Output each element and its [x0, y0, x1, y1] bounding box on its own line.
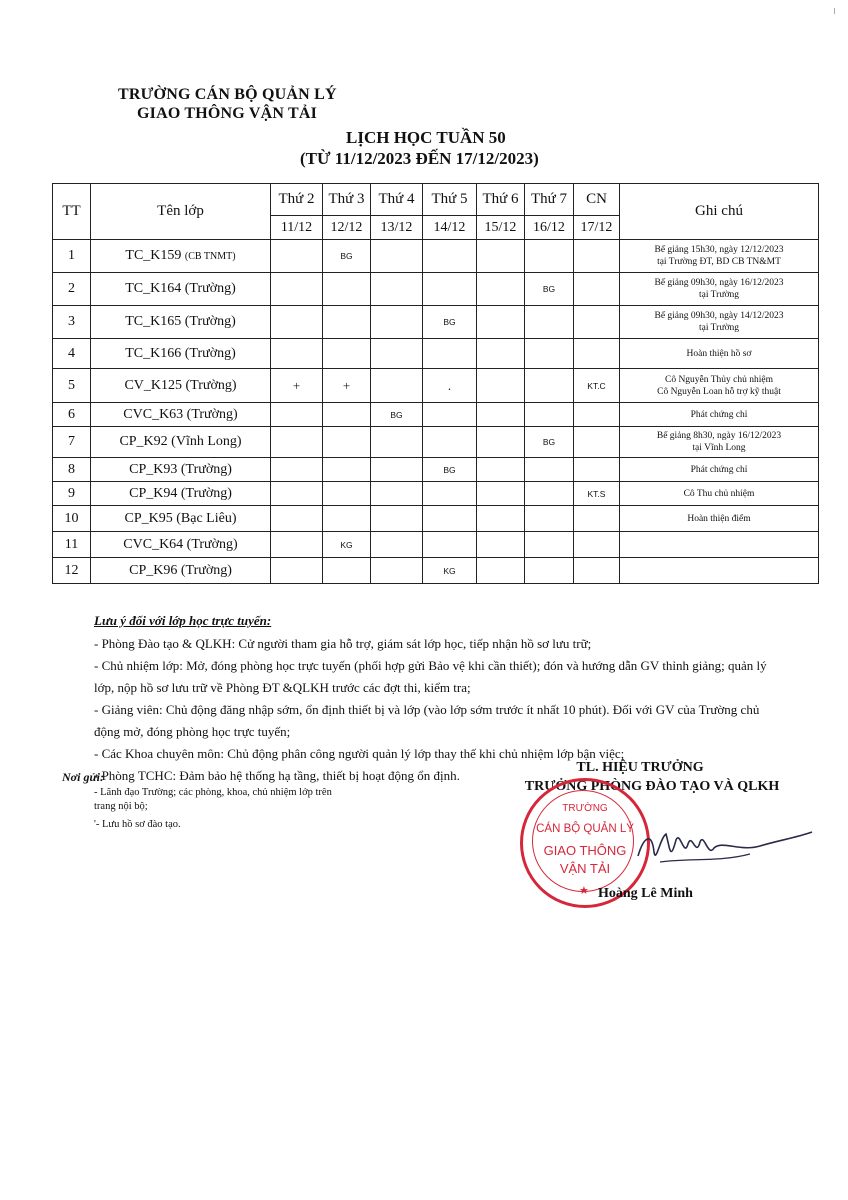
- table-row: [53, 306, 819, 339]
- stamp-text: TRƯỜNG: [562, 803, 608, 814]
- table-row: [53, 403, 819, 427]
- table-row: [53, 273, 819, 306]
- schedule-cell: [271, 506, 323, 532]
- note-item: lớp, nộp hồ sơ lưu trữ về Phòng ĐT &QLKH trước các đợt thi, kiểm tra;: [94, 680, 471, 695]
- schedule-cell: [525, 458, 574, 482]
- row-number: 1: [53, 240, 91, 273]
- document-title: LỊCH HỌC TUẦN 50: [346, 128, 506, 147]
- schedule-cell: BG: [525, 273, 574, 306]
- note-line: Phát chứng chỉ: [690, 464, 748, 475]
- recipient-line: - Lãnh đạo Trường; các phòng, khoa, chủ nhiệm lớp trên: [94, 787, 332, 798]
- schedule-cell: +: [323, 369, 371, 403]
- note-cell: [620, 532, 819, 558]
- schedule-cell: [477, 306, 525, 339]
- schedule-cell: [271, 532, 323, 558]
- schedule-cell: [477, 427, 525, 458]
- schedule-cell: [525, 339, 574, 369]
- schedule-cell: [477, 339, 525, 369]
- header-notes: Ghi chú: [620, 184, 819, 240]
- schedule-cell: [423, 339, 477, 369]
- schedule-cell: [271, 273, 323, 306]
- table-row: [53, 558, 819, 584]
- table-row: [53, 369, 819, 403]
- recipient-line: trang nội bộ;: [94, 801, 148, 812]
- schedule-cell: BG: [423, 458, 477, 482]
- schedule-cell: [423, 506, 477, 532]
- class-name: TC_K159: [125, 248, 182, 263]
- schedule-cell: [574, 558, 620, 584]
- class-name: TC_K166 (Trường): [125, 345, 236, 361]
- note-line: Bế giảng 09h30, ngày 16/12/2023: [654, 278, 784, 288]
- schedule-cell: [477, 532, 525, 558]
- schedule-cell: [323, 403, 371, 427]
- schedule-cell: [271, 306, 323, 339]
- schedule-cell: [525, 306, 574, 339]
- note-line: Bế giảng 8h30, ngày 16/12/2023: [656, 431, 782, 441]
- class-name: CP_K93 (Trường): [129, 461, 232, 477]
- schedule-cell: [525, 240, 574, 273]
- class-name: CP_K96 (Trường): [129, 562, 232, 578]
- schedule-cell: [574, 240, 620, 273]
- note-item: - Các Khoa chuyên môn: Chủ động phân công người quản lý lớp thay thế khi chủ nhiệm lớp bận việc;: [94, 746, 625, 761]
- table-row: [53, 532, 819, 558]
- schedule-cell: [477, 240, 525, 273]
- schedule-cell: [271, 427, 323, 458]
- scan-mark: [834, 8, 835, 14]
- schedule-cell: [477, 482, 525, 506]
- schedule-cell: [574, 506, 620, 532]
- recipients-list: [94, 786, 394, 832]
- schedule-cell: [271, 482, 323, 506]
- class-name-cell: [91, 273, 271, 306]
- recipient-line: '- Lưu hồ sơ đào tạo.: [94, 819, 181, 830]
- table-row: [53, 506, 819, 532]
- header-day: Thứ 6: [477, 184, 525, 216]
- schedule-cell: [323, 306, 371, 339]
- schedule-cell: .: [423, 369, 477, 403]
- schedule-cell: [525, 558, 574, 584]
- header-date: 11/12: [271, 216, 323, 240]
- class-name: TC_K164 (Trường): [125, 281, 236, 296]
- schedule-table: [52, 183, 819, 584]
- stamp-text: CÁN BỘ QUẢN LÝ: [536, 823, 634, 835]
- class-name: CVC_K64 (Trường): [123, 536, 238, 552]
- class-name-cell: [91, 427, 271, 458]
- schedule-cell: [477, 403, 525, 427]
- note-cell: [620, 558, 819, 584]
- schedule-cell: [477, 273, 525, 306]
- class-name-cell: [91, 369, 271, 403]
- note-line: tại Trường: [698, 290, 739, 300]
- schedule-cell: BG: [323, 240, 371, 273]
- schedule-cell: [271, 403, 323, 427]
- schedule-cell: [574, 339, 620, 369]
- header-class-name: Tên lớp: [91, 184, 271, 240]
- note-line: Cô Nguyễn Thủy chủ nhiệm: [664, 374, 773, 385]
- class-name-cell: [91, 558, 271, 584]
- schedule-cell: [477, 458, 525, 482]
- schedule-cell: BG: [423, 306, 477, 339]
- class-name-cell: [91, 532, 271, 558]
- note-item: - Phòng Đào tạo & QLKH: Cử người tham gia hỗ trợ, giám sát lớp học, tiếp nhận hồ sơ lưu trữ;: [94, 636, 592, 651]
- note-line: Cô Nguyễn Loan hỗ trợ kỹ thuật: [657, 386, 781, 397]
- note-cell: [620, 427, 819, 458]
- note-item: - Chủ nhiệm lớp: Mở, đóng phòng học trực tuyến (phối hợp gửi Bảo vệ khi cần thiết); đón và hướng dẫn GV thỉnh giảng; quản lý: [94, 658, 767, 673]
- header-tt: TT: [53, 184, 91, 240]
- class-name: TC_K165 (Trường): [125, 314, 236, 329]
- class-name-cell: [91, 240, 271, 273]
- header-day: Thứ 3: [323, 184, 371, 216]
- schedule-cell: [323, 458, 371, 482]
- schedule-cell: KT.S: [574, 482, 620, 506]
- schedule-cell: [477, 558, 525, 584]
- note-item: động mở, đóng phòng học trực tuyến;: [94, 724, 291, 739]
- header-day: Thứ 7: [525, 184, 574, 216]
- schedule-cell: BG: [371, 403, 423, 427]
- schedule-cell: [323, 558, 371, 584]
- schedule-cell: [371, 306, 423, 339]
- schedule-cell: [477, 369, 525, 403]
- schedule-cell: [371, 339, 423, 369]
- table-row: [53, 482, 819, 506]
- schedule-cell: KT.C: [574, 369, 620, 403]
- class-name: CP_K95 (Bạc Liêu): [124, 510, 237, 526]
- schedule-cell: [574, 458, 620, 482]
- schedule-cell: [371, 458, 423, 482]
- note-line: Bế giảng 09h30, ngày 14/12/2023: [654, 311, 784, 321]
- note-line: Cô Thu chủ nhiệm: [683, 488, 755, 499]
- schedule-cell: [574, 427, 620, 458]
- note-cell: [620, 273, 819, 306]
- schedule-cell: [371, 369, 423, 403]
- schedule-cell: [525, 506, 574, 532]
- row-number: 7: [53, 427, 91, 458]
- class-name: CVC_K63 (Trường): [123, 406, 238, 422]
- table-row: [53, 427, 819, 458]
- header-day: CN: [574, 184, 620, 216]
- note-line: tại Vĩnh Long: [692, 443, 746, 453]
- schedule-cell: [525, 532, 574, 558]
- org-name-line2: GIAO THÔNG VẬN TẢI: [137, 105, 318, 122]
- schedule-cell: [371, 506, 423, 532]
- schedule-cell: [423, 482, 477, 506]
- header-day: Thứ 2: [271, 184, 323, 216]
- header-date: 16/12: [525, 216, 574, 240]
- header-date: 13/12: [371, 216, 423, 240]
- note-cell: [620, 240, 819, 273]
- class-name: CP_K94 (Trường): [129, 485, 232, 501]
- note-line: Phát chứng chỉ: [690, 409, 748, 420]
- class-name-cell: [91, 506, 271, 532]
- schedule-cell: [371, 482, 423, 506]
- note-cell: [620, 369, 819, 403]
- recipients-heading: Nơi gửi:: [62, 770, 104, 784]
- note-cell: [620, 506, 819, 532]
- class-name-cell: [91, 339, 271, 369]
- schedule-cell: [371, 532, 423, 558]
- note-line: Bế giảng 15h30, ngày 12/12/2023: [654, 245, 784, 255]
- schedule-cell: [323, 506, 371, 532]
- stamp-text: GIAO THÔNG: [543, 843, 627, 858]
- row-number: 6: [53, 403, 91, 427]
- note-line: Hoàn thiện điểm: [687, 513, 751, 524]
- org-name-line1: TRƯỜNG CÁN BỘ QUẢN LÝ: [118, 86, 337, 103]
- schedule-cell: [574, 532, 620, 558]
- note-cell: [620, 339, 819, 369]
- notes-heading: Lưu ý đối với lớp học trực tuyến:: [94, 613, 272, 628]
- row-number: 10: [53, 506, 91, 532]
- schedule-cell: [271, 240, 323, 273]
- schedule-cell: [574, 273, 620, 306]
- class-name-cell: [91, 403, 271, 427]
- row-number: 3: [53, 306, 91, 339]
- schedule-cell: [323, 339, 371, 369]
- note-cell: [620, 403, 819, 427]
- note-line: tại Trường: [698, 323, 739, 333]
- signature-title-1: TL. HIỆU TRƯỞNG: [576, 760, 704, 775]
- header-date: 12/12: [323, 216, 371, 240]
- table-row: [53, 240, 819, 273]
- schedule-cell: [271, 558, 323, 584]
- note-cell: [620, 458, 819, 482]
- schedule-cell: KG: [323, 532, 371, 558]
- class-name-cell: [91, 458, 271, 482]
- row-number: 11: [53, 532, 91, 558]
- star-icon: ★: [579, 885, 589, 897]
- schedule-cell: [525, 482, 574, 506]
- row-number: 8: [53, 458, 91, 482]
- note-cell: [620, 482, 819, 506]
- signature-title-2: TRƯỞNG PHÒNG ĐÀO TẠO VÀ QLKH: [524, 779, 780, 794]
- header-day: Thứ 4: [371, 184, 423, 216]
- class-name: CV_K125 (Trường): [124, 377, 237, 393]
- class-name-detail: (CB TNMT): [184, 251, 236, 262]
- row-number: 4: [53, 339, 91, 369]
- row-number: 2: [53, 273, 91, 306]
- note-line: Hoàn thiện hồ sơ: [686, 348, 752, 359]
- handwritten-signature: [630, 818, 820, 878]
- schedule-cell: [371, 558, 423, 584]
- schedule-cell: [271, 339, 323, 369]
- header-date: 15/12: [477, 216, 525, 240]
- note-cell: [620, 306, 819, 339]
- class-name-cell: [91, 306, 271, 339]
- schedule-cell: [574, 306, 620, 339]
- schedule-cell: [525, 369, 574, 403]
- header-day: Thứ 5: [423, 184, 477, 216]
- schedule-cell: +: [271, 369, 323, 403]
- schedule-cell: [423, 273, 477, 306]
- schedule-cell: [323, 273, 371, 306]
- schedule-cell: [477, 506, 525, 532]
- schedule-cell: [323, 427, 371, 458]
- schedule-cell: [423, 427, 477, 458]
- note-item: - Giảng viên: Chủ động đăng nhập sớm, ổn định thiết bị và lớp (vào lớp sớm trước ít nhất 10 phút). Đối với GV của Trường chủ: [94, 702, 760, 717]
- header-date: 17/12: [574, 216, 620, 240]
- schedule-cell: [423, 532, 477, 558]
- schedule-cell: [525, 403, 574, 427]
- schedule-cell: [371, 427, 423, 458]
- signer-name: Hoàng Lê Minh: [598, 886, 693, 901]
- schedule-cell: [574, 403, 620, 427]
- schedule-cell: [371, 273, 423, 306]
- schedule-cell: [371, 240, 423, 273]
- schedule-cell: [423, 403, 477, 427]
- class-name: CP_K92 (Vĩnh Long): [119, 434, 242, 449]
- stamp-text: VẬN TẢI: [559, 861, 611, 876]
- table-row: [53, 458, 819, 482]
- schedule-cell: BG: [525, 427, 574, 458]
- schedule-cell: [271, 458, 323, 482]
- row-number: 12: [53, 558, 91, 584]
- note-line: tại Trường ĐT, BD CB TN&MT: [657, 257, 781, 267]
- note-item: - Phòng TCHC: Đảm bảo hệ thống hạ tầng, thiết bị hoạt động ổn định.: [94, 768, 460, 783]
- header-date: 14/12: [423, 216, 477, 240]
- schedule-cell: [323, 482, 371, 506]
- class-name-cell: [91, 482, 271, 506]
- row-number: 5: [53, 369, 91, 403]
- table-row: [53, 339, 819, 369]
- schedule-cell: [423, 240, 477, 273]
- schedule-cell: KG: [423, 558, 477, 584]
- document-date-range: (TỪ 11/12/2023 ĐẾN 17/12/2023): [300, 149, 539, 168]
- row-number: 9: [53, 482, 91, 506]
